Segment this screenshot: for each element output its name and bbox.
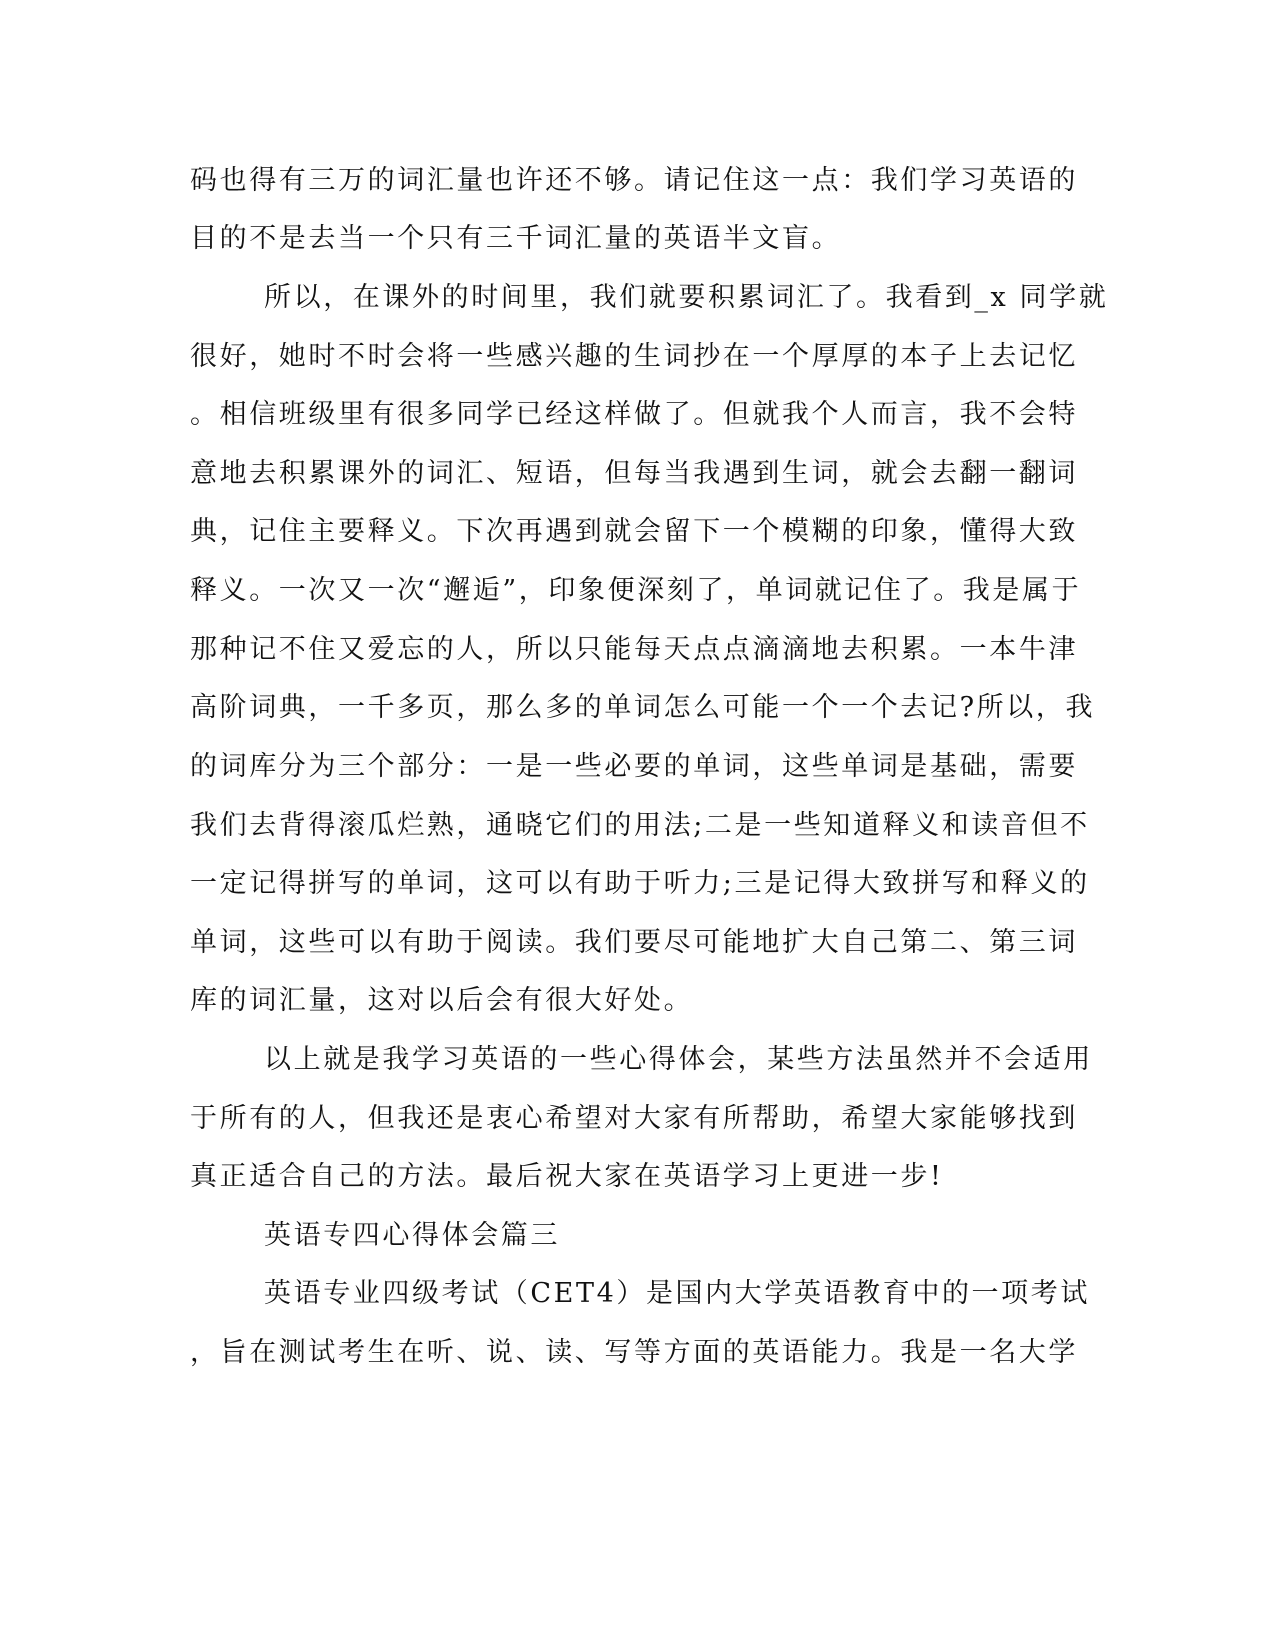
paragraph-first-line: 所以，在课外的时间里，我们就要积累词汇了。我看到_x 同学就 [264,282,1109,313]
body-text-line: ，旨在测试考生在听、说、读、写等方面的英语能力。我是一名大学 [190,1337,1078,1368]
body-text-line: 的词库分为三个部分：一是一些必要的单词，这些单词是基础，需要 [190,751,1078,782]
body-text-line: 一定记得拼写的单词，这可以有助于听力;三是记得大致拼写和释义的 [190,868,1090,899]
body-text-line: 很好，她时不时会将一些感兴趣的生词抄在一个厚厚的本子上去记忆 [190,341,1078,372]
body-text-line: 码也得有三万的词汇量也许还不够。请记住这一点：我们学习英语的 [190,165,1078,196]
body-text-line: 那种记不住又爱忘的人，所以只能每天点点滴滴地去积累。一本牛津 [190,634,1078,665]
paragraph-first-line: 英语专业四级考试（CET4）是国内大学英语教育中的一项考试 [264,1278,1090,1309]
body-text-line: 于所有的人，但我还是衷心希望对大家有所帮助，希望大家能够找到 [190,1103,1078,1134]
body-text-line: 典，记住主要释义。下次再遇到就会留下一个模糊的印象，懂得大致 [190,516,1078,547]
section-heading: 英语专四心得体会篇三 [264,1220,560,1251]
body-text-line: 高阶词典，一千多页，那么多的单词怎么可能一个一个去记?所以，我 [190,692,1096,723]
body-text-line: 释义。一次又一次“邂逅”，印象便深刻了，单词就记住了。我是属于 [190,575,1082,606]
body-text-line: 意地去积累课外的词汇、短语，但每当我遇到生词，就会去翻一翻词 [190,458,1078,489]
body-text-line: 真正适合自己的方法。最后祝大家在英语学习上更进一步! [190,1161,944,1192]
paragraph-first-line: 以上就是我学习英语的一些心得体会，某些方法虽然并不会适用 [264,1044,1093,1075]
body-text-line: 。相信班级里有很多同学已经这样做了。但就我个人而言，我不会特 [190,399,1078,430]
body-text-line: 库的词汇量，这对以后会有很大好处。 [190,985,694,1016]
body-text-line: 目的不是去当一个只有三千词汇量的英语半文盲。 [190,223,842,254]
body-text-line: 单词，这些可以有助于阅读。我们要尽可能地扩大自己第二、第三词 [190,927,1078,958]
body-text-line: 我们去背得滚瓜烂熟，通晓它们的用法;二是一些知道释义和读音但不 [190,810,1090,841]
